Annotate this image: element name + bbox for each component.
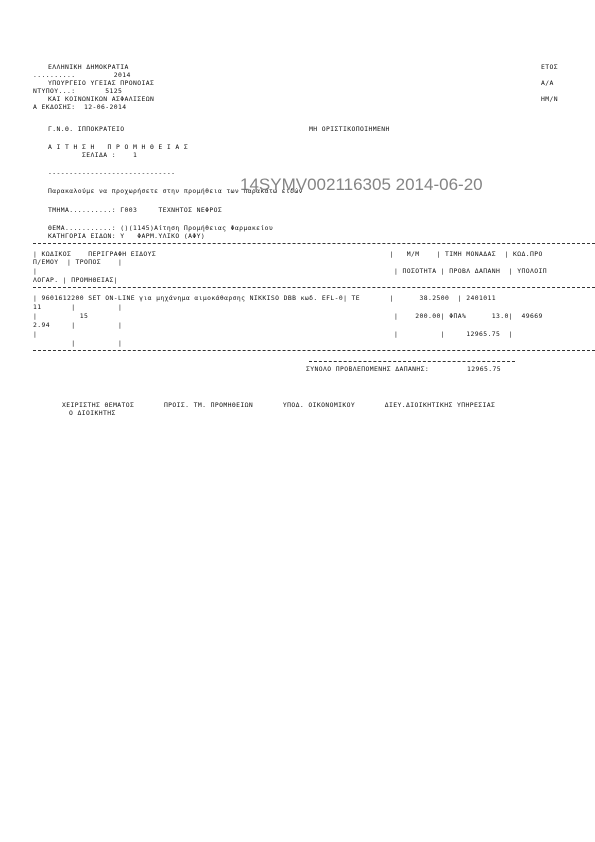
header-ministry-2: ΚΑΙ ΚΟΙΝΩΝΙΚΩΝ ΑΣΦΑΛΙΣΕΩΝ bbox=[48, 95, 155, 103]
table-header-row-4: ΛΟΓΑΡ. | ΠΡΟΜΗΘΕΙΑΣ| bbox=[33, 276, 118, 284]
table-row: | | | 12965.75 | bbox=[33, 330, 513, 338]
hospital-name: Γ.Ν.Θ. ΙΠΠΟΚΡΑΤΕΙΟ bbox=[48, 125, 125, 133]
table-header-row-2: Π/ΕΜΟΥ | ΤΡΟΠΟΣ | bbox=[33, 258, 123, 266]
header-form-number: ΝΤΥΠΟΥ...: 5125 bbox=[33, 87, 123, 95]
signature-titles: ΧΕΙΡΙΣΤΗΣ ΘΕΜΑΤΟΣ ΠΡΟΙΣ. ΤΜ. ΠΡΟΜΗΘΕΙΩΝ ΥΠΟΔ. ΟΙΚΟΝΟΜΙΚΟΥ ΔΙΕΥ.ΔΙΟΙΚΗΤΙΚΗΣ ΥΠΗΡΕΣΙΑΣ bbox=[62, 401, 496, 409]
header-year-label: ΕΤΟΣ bbox=[541, 63, 558, 71]
signature-director: Ο ΔΙΟΙΚΗΤΗΣ bbox=[69, 409, 116, 417]
table-row: 11 | | bbox=[33, 303, 123, 311]
table-row: | 15 | 200.00| ΦΠΑ% 13.0| 49669 bbox=[33, 312, 543, 320]
document-title: Α Ι Τ Η Σ Η Π Ρ Ο Μ Η Θ Ε Ι Α Σ bbox=[48, 143, 189, 151]
header-country: ΕΛΛΗΝΙΚΗ ΔΗΜΟΚΡΑΤΙΑ bbox=[48, 63, 129, 71]
total-value: 12965.75 bbox=[467, 365, 501, 373]
table-header-row-3: | | ΠΟΣΟΤΗΤΑ | ΠΡΟΒΛ ΔΑΠΑΝΗ | ΥΠΟΛΟΙΠ bbox=[33, 267, 547, 275]
table-row: | | bbox=[33, 339, 123, 347]
header-issue-date: Α ΕΚΔΟΣΗΣ: 12-06-2014 bbox=[33, 103, 127, 111]
table-row: 2.94 | | bbox=[33, 321, 123, 329]
dash-line: ------------------------------ bbox=[48, 169, 176, 177]
header-year-line: .......... 2014 bbox=[33, 71, 131, 79]
table-rule-mid bbox=[33, 287, 595, 288]
request-text: Παρακαλούμε να προχωρήσετε στην προμήθεια των παρακάτω ειδών bbox=[48, 187, 303, 195]
table-row: | 9601612200 SET ON-LINE για μηχάνημα αιμοκάθαρσης NIKKISO DBB κωδ. EFL-0| ΤΕ | 38.2500 | 2401011 bbox=[33, 294, 496, 302]
header-ministry: ΥΠΟΥΡΓΕΙΟ ΥΓΕΙΑΣ ΠΡΟΝΟΙΑΣ bbox=[48, 79, 155, 87]
department-line: ΤΜΗΜΑ..........: Γ003 ΤΕΧΝΗΤΟΣ ΝΕΦΡΟΣ bbox=[48, 206, 223, 214]
page-number: ΣΕΛΙΔΑ : 1 bbox=[82, 151, 138, 159]
watermark-stamp: 14SYMV002116305 2014-06-20 bbox=[240, 175, 483, 194]
subject-line: ΘΕΜΑ...........: ()(1145)Αίτηση Προμήθειας Φαρμακείου bbox=[48, 224, 274, 232]
category-line: ΚΑΤΗΓΟΡΙΑ ΕΙΔΩΝ: Υ ΦΑΡΜ.ΥΛΙΚΟ (ΑΦΥ) bbox=[48, 232, 206, 240]
table-rule-bottom bbox=[33, 350, 595, 351]
table-rule-top bbox=[33, 243, 595, 244]
header-date-label: ΗΜ/Ν bbox=[541, 95, 558, 103]
total-underline bbox=[309, 361, 515, 362]
header-aa-label: Α/Α bbox=[541, 79, 554, 87]
status-text: ΜΗ ΟΡΙΣΤΙΚΟΠΟΙΗΜΕΝΗ bbox=[309, 125, 390, 133]
total-label: ΣΥΝΟΛΟ ΠΡΟΒΛΕΠΟΜΕΝΗΣ ΔΑΠΑΝΗΣ: bbox=[306, 365, 430, 373]
table-header-row-1: | ΚΩΔΙΚΟΣ ΠΕΡΙΓΡΑΦΗ ΕΙΔΟΥΣ | Μ/Μ | ΤΙΜΗ ΜΟΝΑΔΑΣ | ΚΩΔ.ΠΡΟ bbox=[33, 250, 543, 258]
